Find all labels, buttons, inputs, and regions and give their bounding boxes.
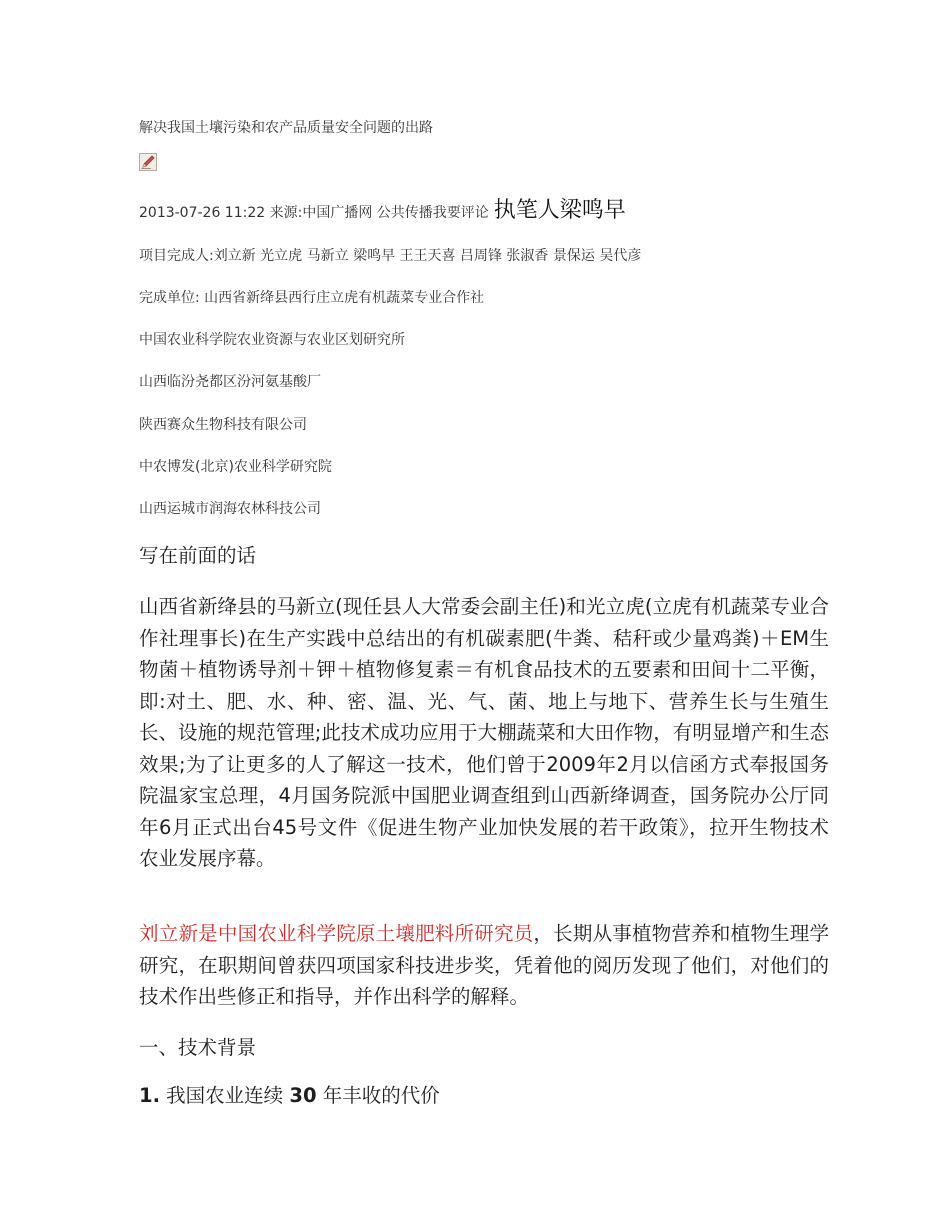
author-intro-paragraph [139, 918, 829, 1013]
project-completers: 项目完成人:刘立新 光立虎 马新立 梁鸣早 王王天喜 吕周锋 张淑香 景保运 吴代彦 [139, 248, 642, 264]
unit-line: 中国农业科学院农业资源与农业区划研究所 [139, 332, 405, 348]
section-heading: 一、技术背景 [139, 1036, 257, 1059]
highlighted-text: 刘立新是中国农业科学院原土壤肥料所研究员 [139, 922, 534, 945]
article-meta [139, 198, 626, 223]
subsection-heading: 1. 我国农业连续 30 年丰收的代价 [139, 1084, 440, 1107]
edit-pencil-icon[interactable] [139, 153, 157, 171]
author-name: 执笔人梁鸣早 [493, 198, 626, 223]
preface-heading: 写在前面的话 [139, 544, 257, 567]
article-title: 解决我国土壤污染和农产品质量安全问题的出路 [139, 120, 433, 136]
meta-date-source: 2013-07-26 11:22 来源:中国广播网 公共传播我要评论 [139, 205, 489, 221]
unit-line: 山西临汾尧都区汾河氨基酸厂 [139, 374, 321, 390]
unit-line: 陕西赛众生物科技有限公司 [139, 417, 307, 433]
unit-line: 山西运城市润海农林科技公司 [139, 501, 321, 517]
unit-line: 中农博发(北京)农业科学研究院 [139, 459, 332, 475]
unit-line: 完成单位: 山西省新绛县西行庄立虎有机蔬菜专业合作社 [139, 290, 485, 306]
preface-paragraph: 山西省新绛县的马新立(现任县人大常委会副主任)和光立虎(立虎有机蔬菜专业合作社理事长)在生产实践中总结出的有机碳素肥(牛粪、秸秆或少量鸡粪)＋EM生物菌＋植物诱导剂＋钾＋植物修复素＝有机食品技术的五要素和田间十二平衡，即:对土、肥、水、种、密、温、光、气、菌、地上与地下、营养生长与生殖生长、设施的规范管理;此技术成功应用于大棚蔬菜和大田作物，有明显增产和生态效果;为了让更多的人了解这一技术，他们曾于2009年2月以信函方式奉报国务院温家宝总理，4月国务院派中国肥业调查组到山西新绛调查，国务院办公厅同年6月正式出台45号文件《促进生物产业加快发展的若干政策》，拉开生物技术农业发展序幕。 [139, 595, 829, 870]
paragraph-text: ，长期从事植物营养和植物生理学研究，在职期间曾获四项国家科技进步奖，凭着他的阅历发现了他们，对他们的技术作出些修正和指导，并作出科学的解释。 [139, 922, 829, 1008]
